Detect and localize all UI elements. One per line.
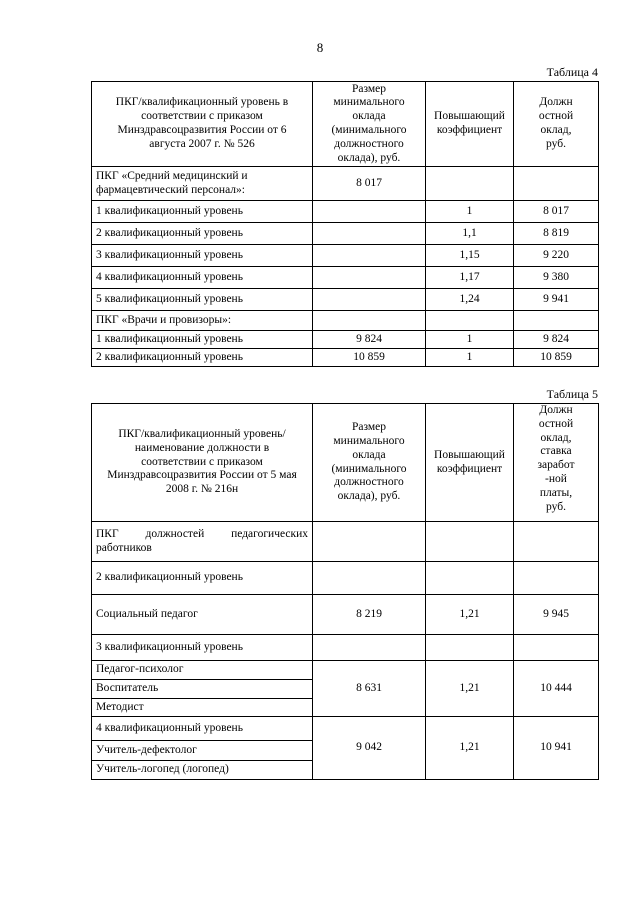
t5-position-name: Учитель-дефектолог — [92, 741, 313, 761]
t5-coefficient: 1,21 — [426, 595, 514, 635]
empty-cell — [426, 635, 514, 661]
table-4 — [91, 81, 599, 367]
t4-row-coefficient: 1,24 — [426, 289, 514, 311]
t4-row-official-salary: 9 941 — [514, 289, 599, 311]
t5-position-name: Учитель-логопед (логопед) — [92, 761, 313, 780]
t4-row-official-salary: 9 380 — [514, 267, 599, 289]
t5-official-salary: 10 444 — [514, 661, 599, 717]
t4-row-label: ПКГ «Средний медицинский и фармацевтический персонал»: — [92, 167, 313, 201]
t4-row-label: 5 квалификационный уровень — [92, 289, 313, 311]
table-5-caption: Таблица 5 — [546, 387, 598, 401]
t4-row-coefficient: 1,17 — [426, 267, 514, 289]
t4-row-coefficient: 1 — [426, 201, 514, 223]
t4-row-official-salary: 8 819 — [514, 223, 599, 245]
empty-cell — [313, 635, 426, 661]
t4-row-official-salary — [514, 167, 599, 201]
t4-row-label: 3 квалификационный уровень — [92, 245, 313, 267]
t4-row-min-salary: 8 017 — [313, 167, 426, 201]
t4-row-label: 1 квалификационный уровень — [92, 331, 313, 349]
t4-row-label: 2 квалификационный уровень — [92, 349, 313, 367]
empty-cell — [313, 562, 426, 595]
empty-cell — [514, 635, 599, 661]
t4-row-label: ПКГ «Врачи и провизоры»: — [92, 311, 313, 331]
t4-row-official-salary: 9 220 — [514, 245, 599, 267]
t5-header-coefficient: Повышающий коэффициент — [426, 404, 514, 522]
t4-row-coefficient: 1 — [426, 331, 514, 349]
t5-level-2: 2 квалификационный уровень — [92, 562, 313, 595]
t4-row-min-salary — [313, 223, 426, 245]
t5-header-min-salary: Размер минимального оклада (минимального должностного оклада), руб. — [313, 404, 426, 522]
t4-row-min-salary — [313, 201, 426, 223]
t4-row-min-salary: 9 824 — [313, 331, 426, 349]
page-number: 8 — [316, 40, 324, 55]
t4-row-official-salary: 8 017 — [514, 201, 599, 223]
t5-position-name: Методист — [92, 699, 313, 717]
t4-row-official-salary — [514, 311, 599, 331]
t4-row-coefficient: 1,15 — [426, 245, 514, 267]
table-5 — [91, 403, 599, 780]
t4-row-official-salary: 9 824 — [514, 331, 599, 349]
table-4-caption: Таблица 4 — [546, 65, 598, 79]
t4-row-coefficient — [426, 311, 514, 331]
t4-row-min-salary: 10 859 — [313, 349, 426, 367]
t4-row-official-salary: 10 859 — [514, 349, 599, 367]
empty-cell — [426, 562, 514, 595]
t5-level-3: 3 квалификационный уровень — [92, 635, 313, 661]
t5-position-name: Социальный педагог — [92, 595, 313, 635]
t5-header-official-salary: Должн остной оклад, ставка заработ -ной платы, руб. — [514, 404, 599, 522]
t5-position-name: Педагог-психолог — [92, 661, 313, 680]
t5-level-4: 4 квалификационный уровень — [92, 717, 313, 741]
t4-row-coefficient — [426, 167, 514, 201]
t5-coefficient: 1,21 — [426, 661, 514, 717]
t4-row-coefficient: 1,1 — [426, 223, 514, 245]
t5-position-name: Воспитатель — [92, 680, 313, 699]
t5-official-salary: 10 941 — [514, 717, 599, 780]
t4-header-coefficient: Повышающий коэффициент — [426, 82, 514, 167]
empty-cell — [426, 522, 514, 562]
t4-header-min-salary: Размер минимального оклада (минимального должностного оклада), руб. — [313, 82, 426, 167]
t4-row-label: 4 квалификационный уровень — [92, 267, 313, 289]
empty-cell — [514, 562, 599, 595]
empty-cell — [313, 522, 426, 562]
t5-header-category: ПКГ/квалификационный уровень/наименование должности в соответствии с приказом Минздравсоцразвития России от 5 мая 2008 г. № 216н — [92, 404, 313, 522]
t5-coefficient: 1,21 — [426, 717, 514, 780]
t4-header-official-salary: Должн остной оклад, руб. — [514, 82, 599, 167]
t4-row-min-salary — [313, 289, 426, 311]
t4-row-coefficient: 1 — [426, 349, 514, 367]
t5-min-salary: 8 631 — [313, 661, 426, 717]
t5-min-salary: 9 042 — [313, 717, 426, 780]
t4-row-label: 1 квалификационный уровень — [92, 201, 313, 223]
t5-min-salary: 8 219 — [313, 595, 426, 635]
t5-official-salary: 9 945 — [514, 595, 599, 635]
t4-row-label: 2 квалификационный уровень — [92, 223, 313, 245]
t4-row-min-salary — [313, 267, 426, 289]
empty-cell — [514, 522, 599, 562]
t4-header-category: ПКГ/квалификационный уровень в соответствии с приказом Минздравсоцразвития России от 6 августа 2007 г. № 526 — [92, 82, 313, 167]
t4-row-min-salary — [313, 311, 426, 331]
t5-group-title: ПКГ должностей педагогических работников — [92, 522, 313, 562]
t4-row-min-salary — [313, 245, 426, 267]
